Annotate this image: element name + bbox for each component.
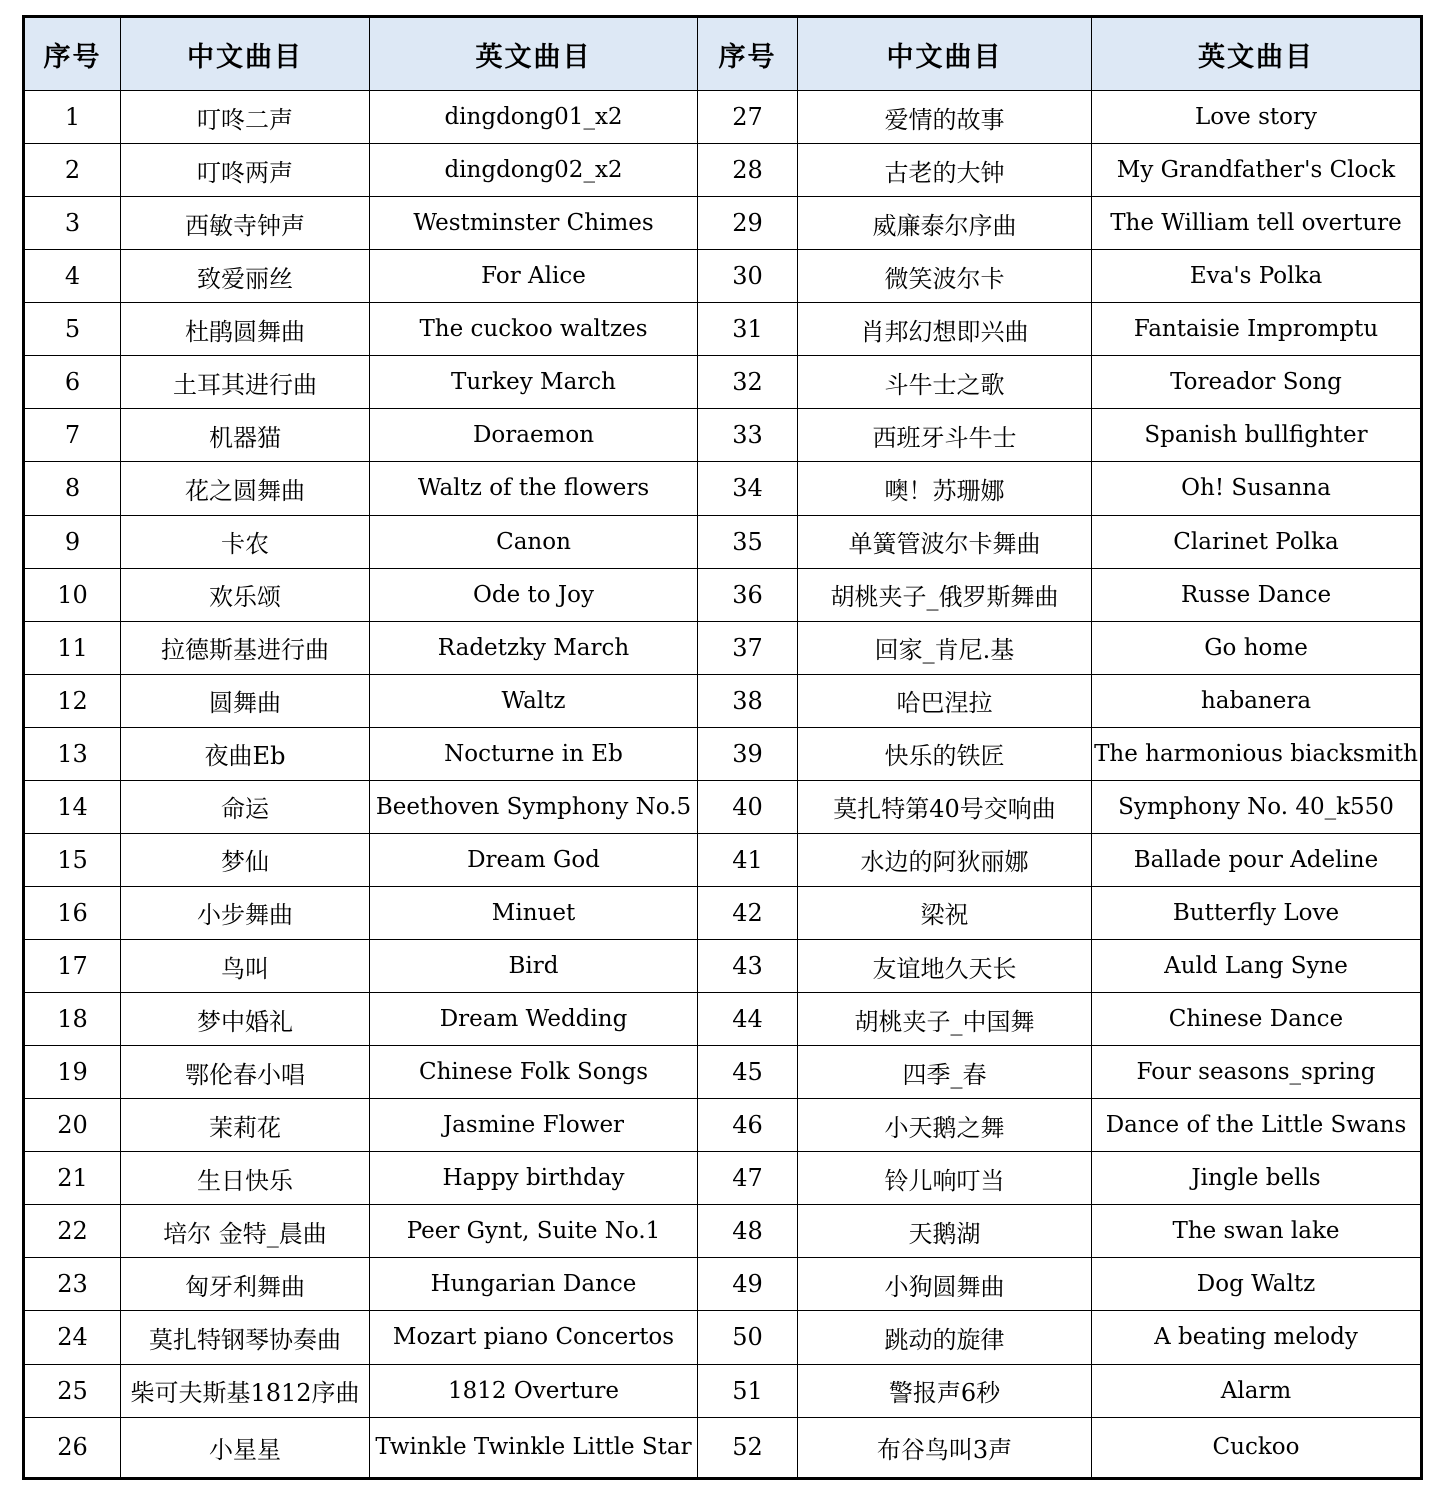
song-list-table: [22, 15, 1423, 1480]
chinese-title-cell: 莫扎特钢琴协奏曲: [121, 1311, 370, 1364]
table-row: [24, 1099, 1422, 1152]
number-cell: 31: [698, 303, 798, 356]
english-title-cell: Love story: [1092, 91, 1422, 144]
chinese-title-cell: 梁祝: [798, 886, 1092, 939]
english-title-cell: The swan lake: [1092, 1205, 1422, 1258]
number-cell: 47: [698, 1152, 798, 1205]
number-cell: 6: [24, 356, 121, 409]
english-title-cell: 1812 Overture: [370, 1364, 698, 1417]
number-cell: 39: [698, 727, 798, 780]
table-row: [24, 197, 1422, 250]
chinese-title-cell: 胡桃夹子_俄罗斯舞曲: [798, 568, 1092, 621]
number-cell: 28: [698, 144, 798, 197]
chinese-title-cell: 叮咚两声: [121, 144, 370, 197]
number-cell: 33: [698, 409, 798, 462]
chinese-title-cell: 爱情的故事: [798, 91, 1092, 144]
english-title-cell: Dream Wedding: [370, 993, 698, 1046]
english-title-cell: Dream God: [370, 833, 698, 886]
english-title-cell: Waltz of the flowers: [370, 462, 698, 515]
chinese-title-cell: 杜鹃圆舞曲: [121, 303, 370, 356]
number-cell: 12: [24, 674, 121, 727]
chinese-title-cell: 叮咚二声: [121, 91, 370, 144]
english-title-cell: dingdong02_x2: [370, 144, 698, 197]
table-header: [24, 17, 1422, 91]
chinese-title-cell: 快乐的铁匠: [798, 727, 1092, 780]
number-cell: 2: [24, 144, 121, 197]
number-cell: 8: [24, 462, 121, 515]
table-row: [24, 780, 1422, 833]
chinese-title-cell: 圆舞曲: [121, 674, 370, 727]
table-row: [24, 1258, 1422, 1311]
number-cell: 3: [24, 197, 121, 250]
table-row: [24, 993, 1422, 1046]
chinese-title-cell: 水边的阿狄丽娜: [798, 833, 1092, 886]
english-title-cell: Ode to Joy: [370, 568, 698, 621]
english-title-cell: A beating melody: [1092, 1311, 1422, 1364]
english-title-cell: Turkey March: [370, 356, 698, 409]
table-row: [24, 1046, 1422, 1099]
chinese-title-cell: 斗牛士之歌: [798, 356, 1092, 409]
english-title-cell: Jingle bells: [1092, 1152, 1422, 1205]
header-number-left: 序号: [24, 17, 121, 91]
table-row: [24, 250, 1422, 303]
table-row: [24, 886, 1422, 939]
english-title-cell: Fantaisie Impromptu: [1092, 303, 1422, 356]
number-cell: 20: [24, 1099, 121, 1152]
english-title-cell: Beethoven Symphony No.5: [370, 780, 698, 833]
chinese-title-cell: 肖邦幻想即兴曲: [798, 303, 1092, 356]
header-number-right: 序号: [698, 17, 798, 91]
table-row: [24, 515, 1422, 568]
table-row: [24, 833, 1422, 886]
number-cell: 30: [698, 250, 798, 303]
chinese-title-cell: 鄂伦春小唱: [121, 1046, 370, 1099]
table-row: [24, 940, 1422, 993]
number-cell: 26: [24, 1417, 121, 1478]
number-cell: 52: [698, 1417, 798, 1478]
english-title-cell: Butterfly Love: [1092, 886, 1422, 939]
chinese-title-cell: 花之圆舞曲: [121, 462, 370, 515]
chinese-title-cell: 茉莉花: [121, 1099, 370, 1152]
number-cell: 41: [698, 833, 798, 886]
chinese-title-cell: 欢乐颂: [121, 568, 370, 621]
chinese-title-cell: 小狗圆舞曲: [798, 1258, 1092, 1311]
chinese-title-cell: 卡农: [121, 515, 370, 568]
number-cell: 46: [698, 1099, 798, 1152]
english-title-cell: The harmonious biacksmith: [1092, 727, 1422, 780]
english-title-cell: Symphony No. 40_k550: [1092, 780, 1422, 833]
number-cell: 7: [24, 409, 121, 462]
number-cell: 19: [24, 1046, 121, 1099]
number-cell: 37: [698, 621, 798, 674]
number-cell: 50: [698, 1311, 798, 1364]
chinese-title-cell: 小天鹅之舞: [798, 1099, 1092, 1152]
english-title-cell: Alarm: [1092, 1364, 1422, 1417]
chinese-title-cell: 回家_肯尼.基: [798, 621, 1092, 674]
english-title-cell: Bird: [370, 940, 698, 993]
table-row: [24, 1311, 1422, 1364]
table-row: [24, 621, 1422, 674]
chinese-title-cell: 布谷鸟叫3声: [798, 1417, 1092, 1478]
chinese-title-cell: 柴可夫斯基1812序曲: [121, 1364, 370, 1417]
number-cell: 32: [698, 356, 798, 409]
table-row: [24, 144, 1422, 197]
chinese-title-cell: 威廉泰尔序曲: [798, 197, 1092, 250]
table-row: [24, 1364, 1422, 1417]
english-title-cell: Dance of the Little Swans: [1092, 1099, 1422, 1152]
english-title-cell: Eva's Polka: [1092, 250, 1422, 303]
number-cell: 29: [698, 197, 798, 250]
chinese-title-cell: 命运: [121, 780, 370, 833]
table-row: [24, 409, 1422, 462]
chinese-title-cell: 机器猫: [121, 409, 370, 462]
chinese-title-cell: 跳动的旋律: [798, 1311, 1092, 1364]
number-cell: 45: [698, 1046, 798, 1099]
number-cell: 40: [698, 780, 798, 833]
chinese-title-cell: 西敏寺钟声: [121, 197, 370, 250]
english-title-cell: Canon: [370, 515, 698, 568]
chinese-title-cell: 铃儿响叮当: [798, 1152, 1092, 1205]
english-title-cell: Ballade pour Adeline: [1092, 833, 1422, 886]
number-cell: 44: [698, 993, 798, 1046]
chinese-title-cell: 鸟叫: [121, 940, 370, 993]
table-row: [24, 91, 1422, 144]
english-title-cell: Minuet: [370, 886, 698, 939]
table-row: [24, 568, 1422, 621]
english-title-cell: Peer Gynt, Suite No.1: [370, 1205, 698, 1258]
chinese-title-cell: 警报声6秒: [798, 1364, 1092, 1417]
number-cell: 36: [698, 568, 798, 621]
english-title-cell: Go home: [1092, 621, 1422, 674]
chinese-title-cell: 友谊地久天长: [798, 940, 1092, 993]
number-cell: 35: [698, 515, 798, 568]
number-cell: 16: [24, 886, 121, 939]
english-title-cell: The cuckoo waltzes: [370, 303, 698, 356]
number-cell: 25: [24, 1364, 121, 1417]
chinese-title-cell: 拉德斯基进行曲: [121, 621, 370, 674]
english-title-cell: Twinkle Twinkle Little Star: [370, 1417, 698, 1478]
number-cell: 1: [24, 91, 121, 144]
english-title-cell: habanera: [1092, 674, 1422, 727]
number-cell: 43: [698, 940, 798, 993]
header-chinese-title-left: 中文曲目: [121, 17, 370, 91]
number-cell: 14: [24, 780, 121, 833]
english-title-cell: Mozart piano Concertos: [370, 1311, 698, 1364]
english-title-cell: Oh! Susanna: [1092, 462, 1422, 515]
table-row: [24, 356, 1422, 409]
english-title-cell: The William tell overture: [1092, 197, 1422, 250]
table-row: [24, 1417, 1422, 1478]
number-cell: 23: [24, 1258, 121, 1311]
header-english-title-right: 英文曲目: [1092, 17, 1422, 91]
number-cell: 13: [24, 727, 121, 780]
number-cell: 11: [24, 621, 121, 674]
table-row: [24, 1152, 1422, 1205]
chinese-title-cell: 梦中婚礼: [121, 993, 370, 1046]
chinese-title-cell: 夜曲Eb: [121, 727, 370, 780]
english-title-cell: Radetzky March: [370, 621, 698, 674]
chinese-title-cell: 致爱丽丝: [121, 250, 370, 303]
number-cell: 38: [698, 674, 798, 727]
english-title-cell: Auld Lang Syne: [1092, 940, 1422, 993]
number-cell: 10: [24, 568, 121, 621]
chinese-title-cell: 匈牙利舞曲: [121, 1258, 370, 1311]
chinese-title-cell: 噢！苏珊娜: [798, 462, 1092, 515]
chinese-title-cell: 微笑波尔卡: [798, 250, 1092, 303]
english-title-cell: Toreador Song: [1092, 356, 1422, 409]
number-cell: 34: [698, 462, 798, 515]
header-chinese-title-right: 中文曲目: [798, 17, 1092, 91]
english-title-cell: Four seasons_spring: [1092, 1046, 1422, 1099]
number-cell: 15: [24, 833, 121, 886]
english-title-cell: Chinese Folk Songs: [370, 1046, 698, 1099]
number-cell: 5: [24, 303, 121, 356]
header-row: [24, 17, 1422, 91]
number-cell: 22: [24, 1205, 121, 1258]
number-cell: 42: [698, 886, 798, 939]
chinese-title-cell: 莫扎特第40号交响曲: [798, 780, 1092, 833]
number-cell: 9: [24, 515, 121, 568]
english-title-cell: Waltz: [370, 674, 698, 727]
english-title-cell: Spanish bullfighter: [1092, 409, 1422, 462]
table-row: [24, 727, 1422, 780]
chinese-title-cell: 培尔 金特_晨曲: [121, 1205, 370, 1258]
english-title-cell: Westminster Chimes: [370, 197, 698, 250]
english-title-cell: Dog Waltz: [1092, 1258, 1422, 1311]
english-title-cell: Nocturne in Eb: [370, 727, 698, 780]
chinese-title-cell: 古老的大钟: [798, 144, 1092, 197]
table-row: [24, 462, 1422, 515]
table-body: [24, 91, 1422, 1479]
english-title-cell: Cuckoo: [1092, 1417, 1422, 1478]
number-cell: 18: [24, 993, 121, 1046]
chinese-title-cell: 小步舞曲: [121, 886, 370, 939]
chinese-title-cell: 生日快乐: [121, 1152, 370, 1205]
english-title-cell: Jasmine Flower: [370, 1099, 698, 1152]
number-cell: 4: [24, 250, 121, 303]
table-row: [24, 303, 1422, 356]
english-title-cell: For Alice: [370, 250, 698, 303]
chinese-title-cell: 西班牙斗牛士: [798, 409, 1092, 462]
number-cell: 21: [24, 1152, 121, 1205]
number-cell: 49: [698, 1258, 798, 1311]
number-cell: 17: [24, 940, 121, 993]
english-title-cell: Hungarian Dance: [370, 1258, 698, 1311]
english-title-cell: Chinese Dance: [1092, 993, 1422, 1046]
chinese-title-cell: 天鹅湖: [798, 1205, 1092, 1258]
table-row: [24, 1205, 1422, 1258]
english-title-cell: Russe Dance: [1092, 568, 1422, 621]
english-title-cell: Happy birthday: [370, 1152, 698, 1205]
english-title-cell: Clarinet Polka: [1092, 515, 1422, 568]
chinese-title-cell: 哈巴涅拉: [798, 674, 1092, 727]
number-cell: 24: [24, 1311, 121, 1364]
english-title-cell: dingdong01_x2: [370, 91, 698, 144]
header-english-title-left: 英文曲目: [370, 17, 698, 91]
chinese-title-cell: 四季_春: [798, 1046, 1092, 1099]
english-title-cell: My Grandfather's Clock: [1092, 144, 1422, 197]
table-row: [24, 674, 1422, 727]
chinese-title-cell: 单簧管波尔卡舞曲: [798, 515, 1092, 568]
number-cell: 48: [698, 1205, 798, 1258]
chinese-title-cell: 胡桃夹子_中国舞: [798, 993, 1092, 1046]
chinese-title-cell: 小星星: [121, 1417, 370, 1478]
chinese-title-cell: 土耳其进行曲: [121, 356, 370, 409]
number-cell: 27: [698, 91, 798, 144]
number-cell: 51: [698, 1364, 798, 1417]
english-title-cell: Doraemon: [370, 409, 698, 462]
chinese-title-cell: 梦仙: [121, 833, 370, 886]
